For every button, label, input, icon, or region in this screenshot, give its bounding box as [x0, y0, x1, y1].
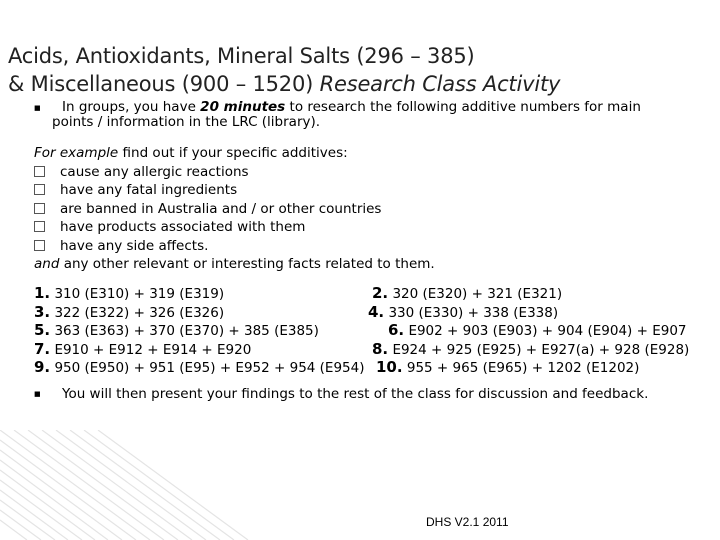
group-number: 9. [34, 358, 51, 377]
group-item [376, 358, 639, 378]
group-item [372, 284, 562, 304]
group-text: 950 (E950) + 951 (E95) + E952 + 954 (E954) [54, 360, 365, 377]
group-row [34, 339, 690, 359]
group-item [34, 360, 365, 376]
group-row [34, 358, 640, 377]
group-number: 3. [34, 302, 51, 321]
group-item [34, 302, 225, 321]
list-item [34, 200, 435, 219]
list-item [34, 218, 435, 237]
group-number: 4. [368, 302, 385, 321]
title-line-2 [8, 70, 560, 98]
decorative-stripes [0, 430, 260, 540]
group-item [368, 303, 558, 323]
group-number: 1. [34, 284, 51, 302]
group-item [34, 339, 252, 358]
group-text: 363 (E363) + 370 (E370) + 385 (E385) [54, 323, 319, 340]
page-title [8, 42, 560, 98]
group-text: E924 + 925 (E925) + E927(a) + 928 (E928) [392, 341, 690, 358]
intro-paragraph [52, 100, 702, 130]
intro-line-2: points / information in the LRC (library). [52, 114, 321, 130]
group-number: 10. [376, 358, 403, 377]
group-text: 310 (E310) + 319 (E319) [54, 286, 225, 302]
checkbox-icon [34, 240, 45, 251]
list-item-text: have any fatal ingredients [60, 182, 238, 198]
group-number: 6. [388, 321, 405, 340]
title-line-2-plain: & Miscellaneous (900 – 1520) [8, 72, 320, 96]
group-text: E910 + E912 + E914 + E920 [54, 341, 252, 358]
square-bullet-icon: ■ [34, 390, 41, 398]
group-number: 8. [372, 339, 389, 358]
example-block [34, 144, 435, 274]
group-item [388, 321, 687, 341]
list-item-text: cause any allergic reactions [60, 163, 249, 180]
group-row [34, 302, 559, 322]
title-line-2-italic: Research Class Activity [319, 72, 561, 96]
closing-rest: any other relevant or interesting facts related to them. [59, 256, 435, 272]
intro-emphasis: 20 minutes [200, 99, 286, 115]
group-item [34, 286, 224, 302]
group-text: 955 + 965 (E965) + 1202 (E1202) [406, 360, 640, 377]
group-text: 322 (E322) + 326 (E326) [54, 304, 225, 321]
list-item [34, 237, 435, 256]
square-bullet-icon: ■ [34, 104, 41, 112]
intro-before: In groups, you have [62, 99, 201, 115]
list-item-text: have any side affects. [60, 237, 209, 254]
group-number: 5. [34, 321, 51, 340]
list-item-text: are banned in Australia and / or other countries [60, 200, 382, 217]
example-lead-rest: find out if your specific additives: [118, 145, 348, 161]
group-text: 320 (E320) + 321 (E321) [392, 286, 563, 302]
group-text: E902 + 903 (E903) + 904 (E904) + E907 [408, 323, 687, 340]
group-item [372, 340, 689, 360]
checkbox-icon [34, 166, 45, 177]
list-item [34, 163, 435, 182]
footer-version: DHS V2.1 2011 [426, 515, 509, 529]
group-list [34, 284, 690, 377]
group-number: 7. [34, 339, 51, 358]
closing-italic: and [34, 256, 60, 272]
group-text: 330 (E330) + 338 (E338) [388, 304, 559, 321]
group-row [34, 284, 563, 303]
checkbox-icon [34, 221, 45, 232]
group-item [34, 323, 319, 339]
group-number: 2. [372, 284, 389, 302]
title-line-1: Acids, Antioxidants, Mineral Salts (296 – 385) [8, 44, 475, 68]
present-instruction: You will then present your findings to the rest of the class for discussion and feedback. [62, 386, 649, 402]
checkbox-icon [34, 203, 45, 214]
intro-after: to research the following additive numbers for main [285, 99, 641, 115]
checkbox-icon [34, 184, 45, 195]
list-item [34, 181, 435, 200]
example-lead-italic: For example [34, 145, 119, 161]
list-item-text: have products associated with them [60, 219, 306, 235]
group-row [34, 321, 687, 340]
